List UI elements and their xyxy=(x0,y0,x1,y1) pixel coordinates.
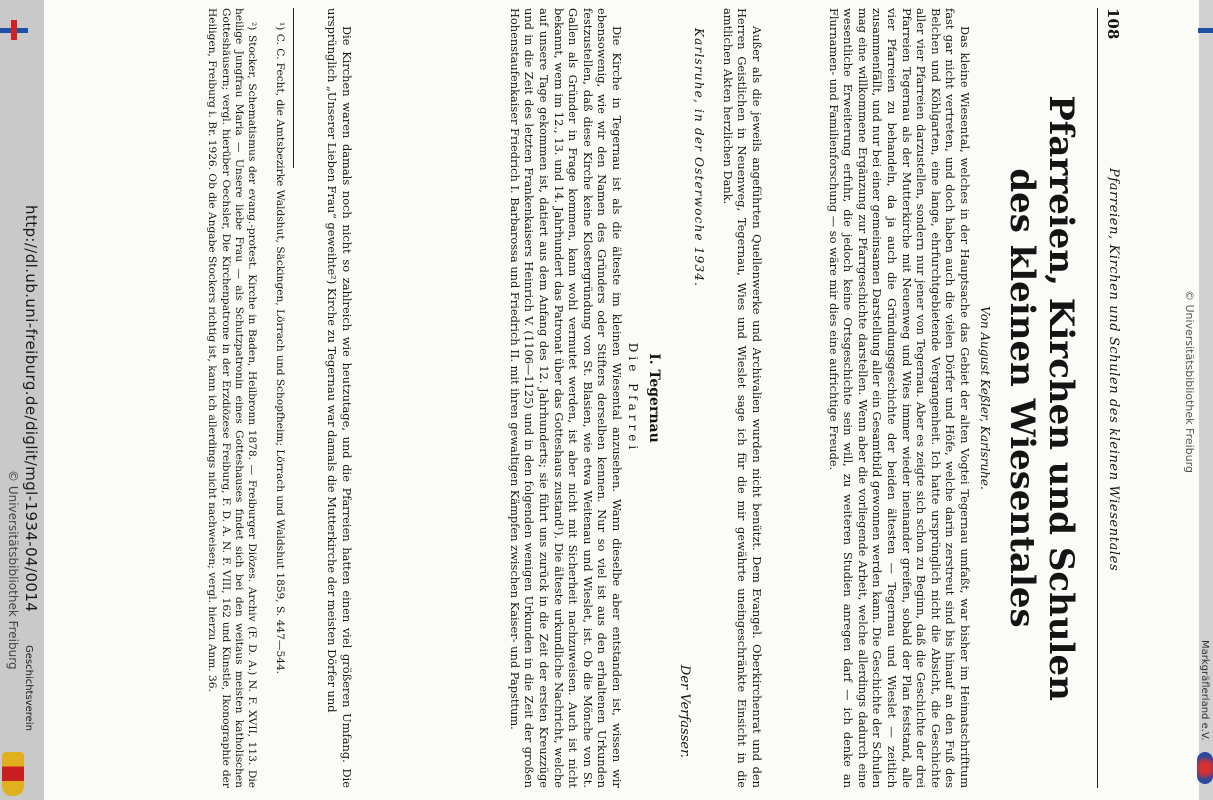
organization-label: Geschichtsverein xyxy=(23,645,34,731)
footnote-divider xyxy=(293,8,294,168)
title-line-1: Pfarreien, Kirchen und Schulen xyxy=(1041,95,1081,701)
body-paragraph: Die Kirchen waren damals noch nicht so zahlreich wie heutzutage, und die Pfarreien hatten einen viel größeren Umfang. Die ursprünglich „Unserer Lieben Frau“ geweihte²) Kirche zu Tegernau war damals die Mutterkirche der meisten Dörfer und xyxy=(325,8,354,788)
signoff-place-date: Karlsruhe, in der Osterwoche 1934. xyxy=(692,28,706,288)
coat-of-arms-icon xyxy=(2,752,24,796)
title-line-2: des kleinen Wiesentales xyxy=(1001,168,1042,628)
intro-paragraph: Außer als die jeweils angeführten Quellenwerke und Archivalien wurden nicht benützt. Dem Evangel. Oberkirchenrat und den Herren Geistlichen in Neuenweg, Tegernau, Wies und Wieslet sage ich für die mir gewährte uneingeschränkte Einsicht in die amtlichen Akten herzlichen Dank. xyxy=(720,8,764,788)
running-header xyxy=(1097,8,1124,788)
intro-paragraph: Das kleine Wiesental, welches in der Hauptsache das Gebiet der alten Vogtei Tegernau umfaßt, war bisher im Heimatschrifttum fast gar nicht vertreten, und doch haben auch die vielen Dörfer und Höfe, welche darin zerstreut sind bis hinauf an den Fuß des Belchen und Köhlgarten, eine lange, ehrfurchtgebietende Vergangenheit. Ich hatte ursprünglich nicht die Absicht, die Geschichte aller vier Pfarreien darzustellen, sondern nur jener von Tegernau. Aber es zeigte sich schon zu Beginn, daß die Geschichte der drei Pfarreien Tegernau als der Mutterkirche mit Neuenweg und Wies immer wieder ineinander greifen, sobald der Plan feststand, alle vier Pfarreien zu behandeln, da ja auch die Gründungsgeschichte der beiden ältesten — Tegernau und Wieslet — zeitlich zusammenfällt, und nur bei einer gemeinsamen Darstellung aller ein Gesamtbild gewonnen werden kann. Die Geschichte der Schulen mag eine willkommene Ergänzung zur Pfarrgeschichte darstellen. Wenn aber die vorliegende Arbeit, welche allerdings dadurch eine wesentliche Erweiterung erfuhr, die jedoch keine Ortsgeschichte sein will, zu weiteren Studien anregen darf — ich denke an Flurnamen- und Familienforschung — so wäre mir dies eine aufrichtige Freude. xyxy=(826,8,972,788)
library-logo-icon xyxy=(0,20,30,40)
book-page-content xyxy=(124,8,1124,788)
article-title xyxy=(1002,8,1080,788)
signoff-author: Der Verfasser. xyxy=(677,664,692,758)
section-heading: I. Tegernau xyxy=(646,353,662,443)
society-badge-icon xyxy=(1197,752,1213,784)
subsection-heading: Die Pfarrei xyxy=(626,342,640,454)
footnote: ²) Stocker, Schematismus der evang.-protest. Kirche in Baden, Heilbronn 1878. — Freiburger Diözes. Archiv (F. D. A.) N. F. XVII, 113. Die heilige Jungfrau Maria — Unsere liebe Frau — als Schutzpatronin eines Gotteshauses findet sich bei den weitaus meisten katholischen Gotteshäusern; vergl. hierüber Oechsler, Die Kirchenpatrone in der Erzdiözese Freiburg, F. D. A. N. F. VIII, 162 und Künstle, Ikonographie der Heiligen, Freiburg i. Br. 1926. Ob die Angabe Stockers richtig ist, kann ich allerdings nicht nachweisen; vergl. hierzu Anm. 36. xyxy=(206,8,258,788)
copyright-notice: © Universitätsbibliothek Freiburg xyxy=(6,470,20,670)
permalink-url[interactable]: http://dl.ub.uni-freiburg.de/diglit/mgl-1934-04/0014 xyxy=(22,205,40,613)
library-logo-fragment-icon xyxy=(1198,20,1213,40)
body-paragraph: Die Kirche in Tegernau ist als die älteste im kleinen Wiesental anzusehen. Wann dieselbe aber entstanden ist, wissen wir ebensowenig, wie wir den Namen des Gründers oder Stifters derselben kennen. Nur so viel ist aus den erhaltenen Urkunden festzustellen, daß diese Kirche keine Klostergründung von St. Blasien, wie etwa Weitenau und Wieslet, ist. Ob die Mönche von St. Gallen als Gründer in Frage kommen, kann wohl vermutet werden, ist aber nicht mit Sicherheit nachzuweisen. Auch ist nicht bekannt, wem im 12., 13. und 14. Jahrhundert das Patronat über das Gotteshaus zustand¹). Die älteste urkundliche Nachricht, welche auf unsere Tage gekommen ist, datiert aus dem Anfang des 12. Jahrhunderts; sie führt uns zurück in die Zeit der ersten Kreuzzüge und in die Zeit des letzten Frankenkaisers Heinrich V. (1106—1125) und in den folgenden wenigen Urkunden in die Zeit der großen Hohenstaufenkaiser Friedrich I. Barbarossa und Friedrich II. mit ihren gewaltigen Kämpfen zwischen Kaiser- und Papsttum. xyxy=(507,8,624,788)
page-number: 108 xyxy=(1104,8,1122,40)
footnote: ¹) C. C. Fecht, die Amtsbezirke Waldshut, Säckingen, Lörrach und Schopfheim; Lörrach und Waldshut 1859, S. 447—544. xyxy=(274,22,286,675)
right-copyright-notice: © Universitätsbibliothek Freiburg xyxy=(1183,290,1196,473)
running-title: Pfarreien, Kirchen und Schulen des kleinen Wiesentales xyxy=(1106,168,1121,572)
right-credit-label: Markgräflerland e.V. xyxy=(1199,640,1210,741)
author-byline: Von August Keßler, Karlsruhe. xyxy=(978,306,992,490)
